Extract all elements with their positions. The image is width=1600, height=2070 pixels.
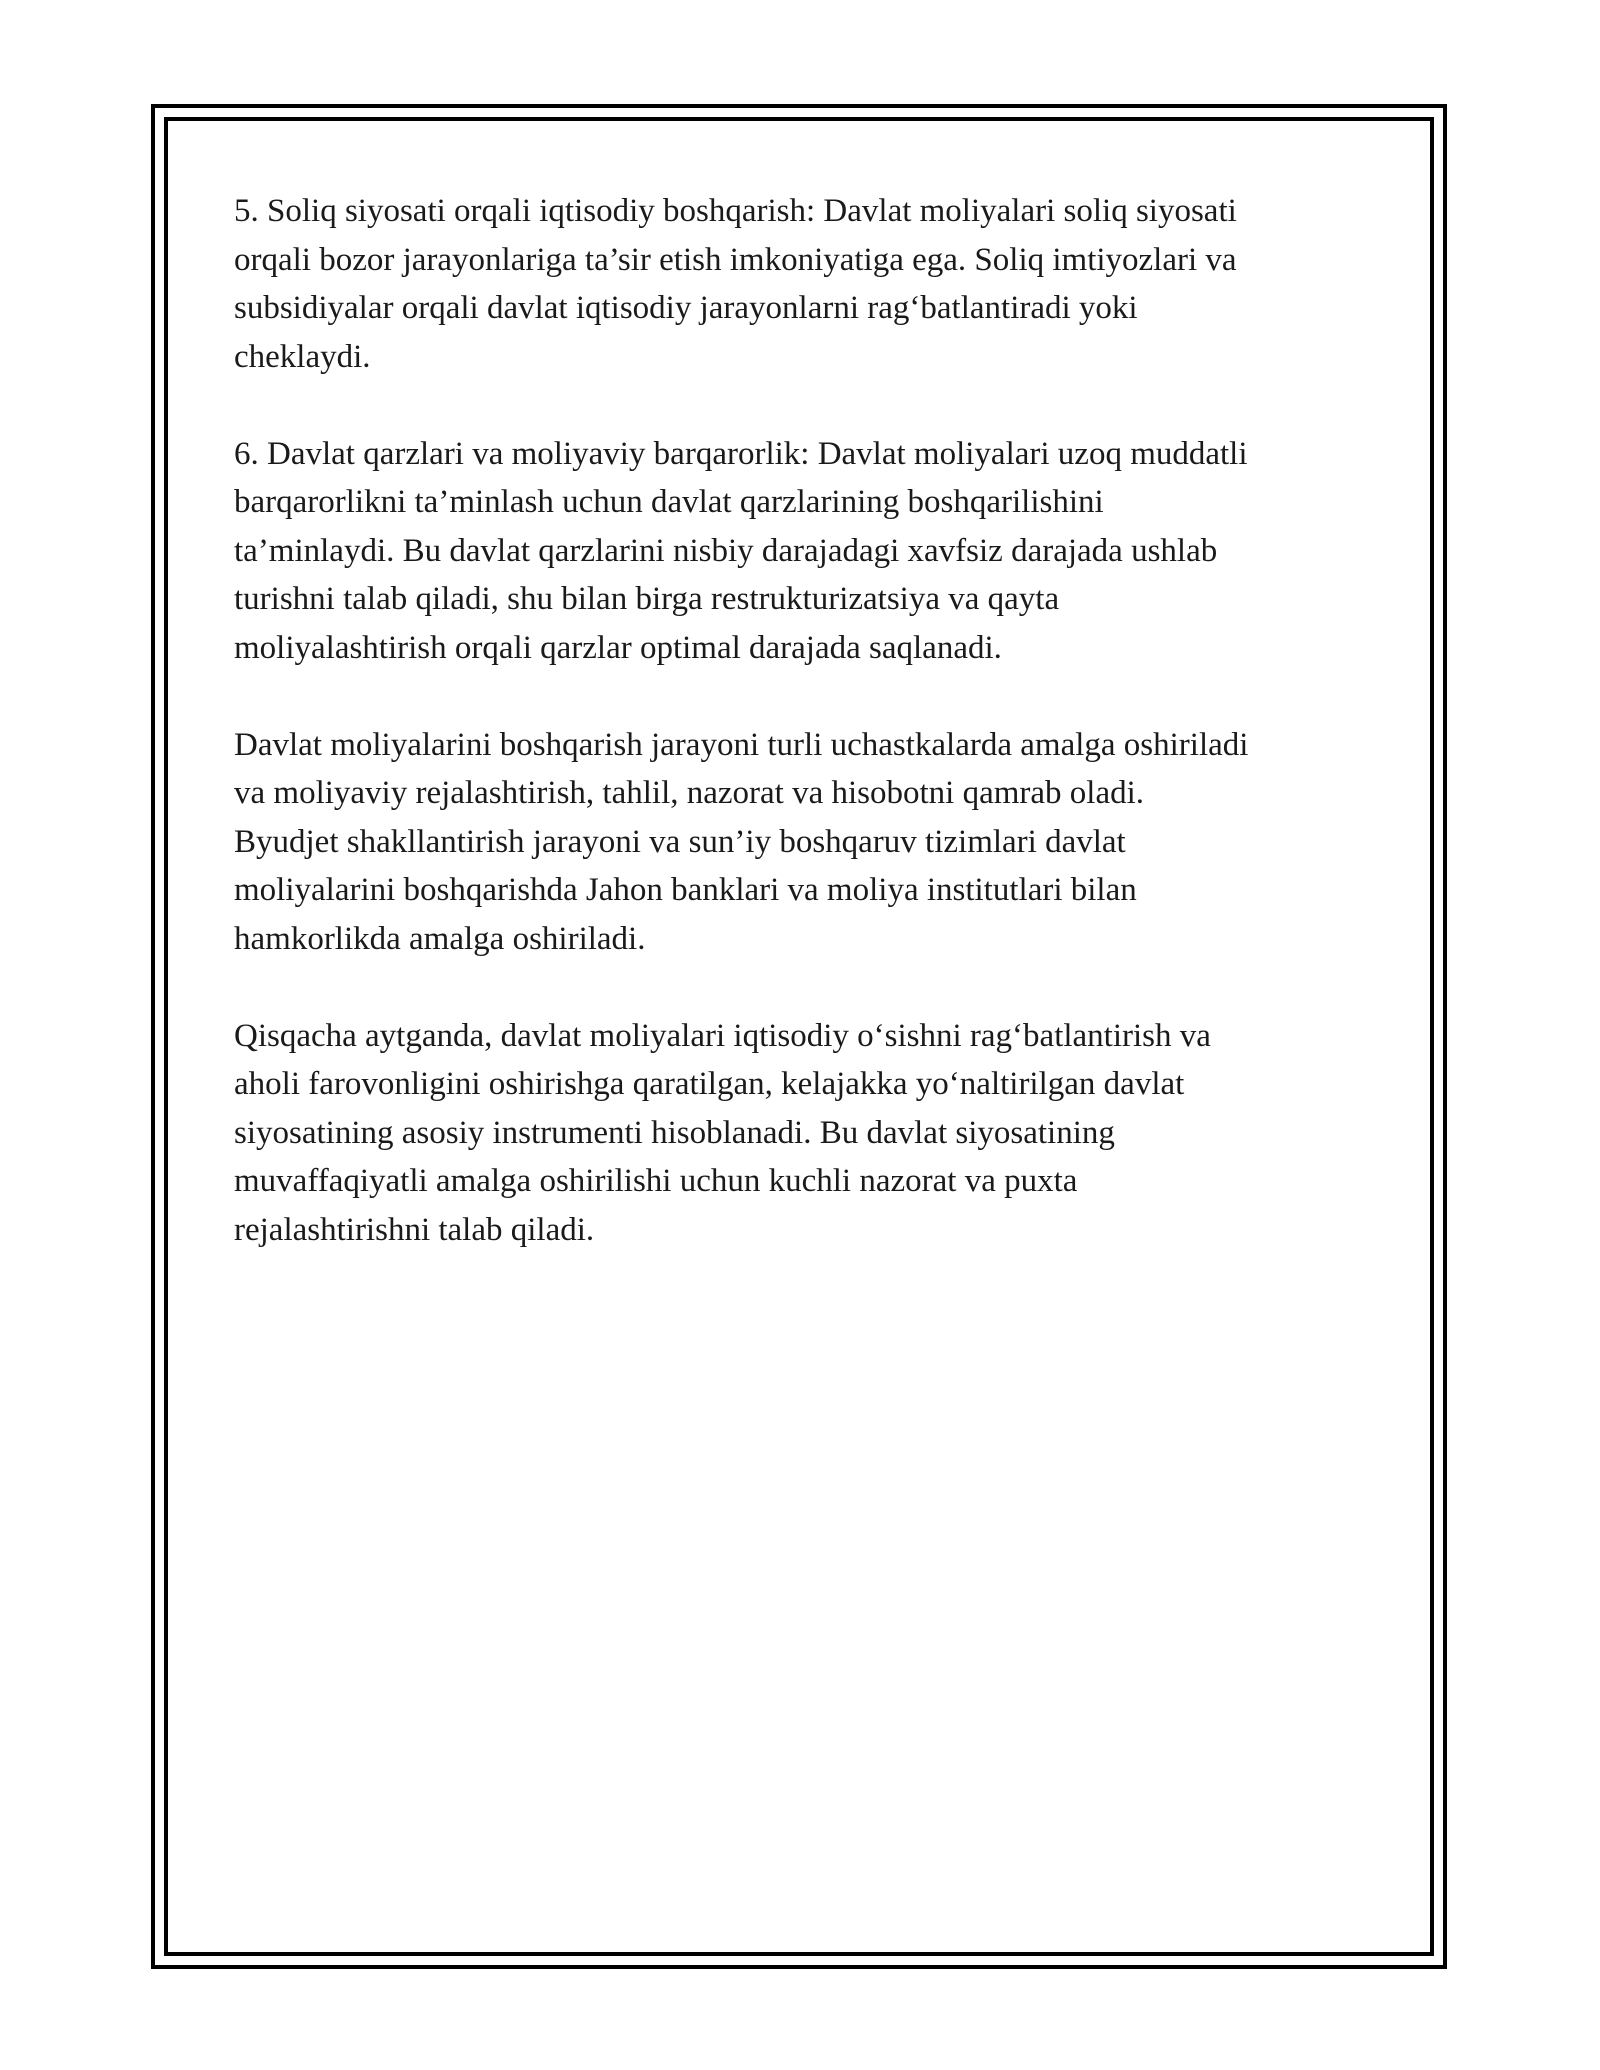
text-line: hamkorlikda amalga oshiriladi. bbox=[234, 920, 646, 957]
text-line: Davlat moliyalarini boshqarish jarayoni turli uchastkalarda amalga oshiriladi bbox=[234, 726, 1249, 763]
text-line: barqarorlikni ta’minlash uchun davlat qarzlarining boshqarilishini bbox=[234, 484, 1104, 520]
text-line: va moliyaviy rejalashtirish, tahlil, nazorat va hisobotni qamrab oladi. bbox=[234, 775, 1145, 811]
document-body bbox=[234, 187, 1374, 1303]
text-line: orqali bozor jarayonlariga ta’sir etish imkoniyatiga ega. Soliq imtiyozlari va bbox=[234, 241, 1237, 278]
paragraph-finance-management bbox=[234, 721, 1374, 964]
paragraph-summary bbox=[234, 1012, 1374, 1255]
paragraph-tax-policy bbox=[234, 187, 1374, 381]
text-line: Qisqacha aytganda, davlat moliyalari iqtisodiy o‘sishni rag‘batlantirish va bbox=[234, 1017, 1211, 1054]
text-line: aholi farovonligini oshirishga qaratilgan, kelajakka yo‘naltirilgan davlat bbox=[234, 1066, 1185, 1102]
text-line: 6. Davlat qarzlari va moliyaviy barqarorlik: Davlat moliyalari uzoq muddatli bbox=[234, 435, 1248, 472]
paragraph-state-debt bbox=[234, 430, 1374, 673]
text-line: muvaffaqiyatli amalga oshirilishi uchun kuchli nazorat va puxta bbox=[234, 1163, 1078, 1199]
text-line: ta’minlaydi. Bu davlat qarzlarini nisbiy darajadagi xavfsiz darajada ushlab bbox=[234, 532, 1218, 569]
text-line: 5. Soliq siyosati orqali iqtisodiy boshqarish: Davlat moliyalari soliq siyosati bbox=[234, 193, 1237, 229]
text-line: siyosatining asosiy instrumenti hisoblanadi. Bu davlat siyosatining bbox=[234, 1114, 1115, 1151]
text-line: Byudjet shakllantirish jarayoni va sun’iy boshqaruv tizimlari davlat bbox=[234, 823, 1126, 860]
text-line: moliyalashtirish orqali qarzlar optimal darajada saqlanadi. bbox=[234, 629, 1002, 666]
text-line: subsidiyalar orqali davlat iqtisodiy jarayonlarni rag‘batlantiradi yoki bbox=[234, 290, 1138, 326]
text-line: turishni talab qiladi, shu bilan birga restrukturizatsiya va qayta bbox=[234, 581, 1060, 617]
text-line: cheklaydi. bbox=[234, 338, 371, 375]
text-line: moliyalarini boshqarishda Jahon banklari va moliya institutlari bilan bbox=[234, 872, 1137, 908]
text-line: rejalashtirishni talab qiladi. bbox=[234, 1211, 595, 1248]
